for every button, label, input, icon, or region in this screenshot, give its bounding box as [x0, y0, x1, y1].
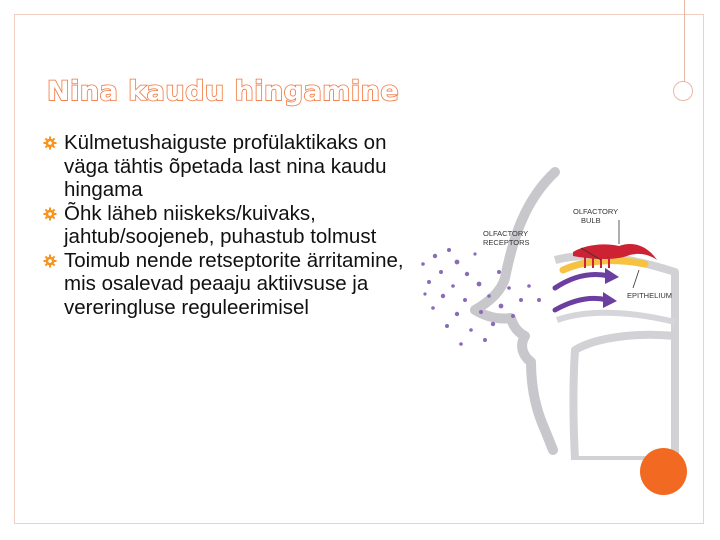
slide-title: Nina kaudu hingamine — [47, 76, 400, 107]
head-outline — [475, 172, 555, 450]
nose-diagram — [405, 160, 685, 460]
label-olfactory-receptors — [483, 229, 530, 247]
bullet-item — [40, 131, 420, 202]
airflow-arrowhead-upper — [605, 268, 619, 284]
airflow-arrow-upper — [555, 275, 609, 289]
bullet-item — [40, 202, 420, 249]
bullet-item — [40, 249, 420, 320]
airflow-arrowhead-lower — [603, 292, 617, 308]
decor-line — [684, 0, 685, 84]
label-receptors-line2: RECEPTORS — [483, 238, 530, 247]
bullet-text: Toimub nende retseptorite ärritamine, mis osalevad peaaju aktiivsuse ja vereringluse reguleerimisel — [64, 248, 404, 319]
airflow-arrow-lower — [555, 298, 607, 310]
epithelium-layer — [563, 261, 645, 270]
decor-circle — [673, 81, 693, 101]
label-olfactory-bulb-line2: BULB — [581, 216, 601, 225]
bullet-text: Külmetushaiguste profülaktikaks on väga tähtis õpetada last nina kaudu hingama — [64, 131, 387, 201]
gear-icon — [43, 136, 57, 150]
label-olfactory-bulb — [573, 207, 620, 225]
bullet-list — [40, 131, 420, 319]
nasal-floor — [557, 313, 675, 322]
gear-icon — [43, 207, 57, 221]
label-epithelium: EPITHELIUM — [627, 291, 673, 300]
decor-orange-dot — [640, 448, 687, 495]
gear-icon — [43, 254, 57, 268]
nasal-cavity — [555, 256, 675, 460]
label-olfactory-bulb-line1: OLFACTORY — [573, 207, 619, 216]
bullet-text: Õhk läheb niiskeks/kuivaks, jahtub/soojeneb, puhastub tolmust — [64, 201, 377, 248]
label-receptors-line1: OLFACTORY — [483, 229, 529, 238]
